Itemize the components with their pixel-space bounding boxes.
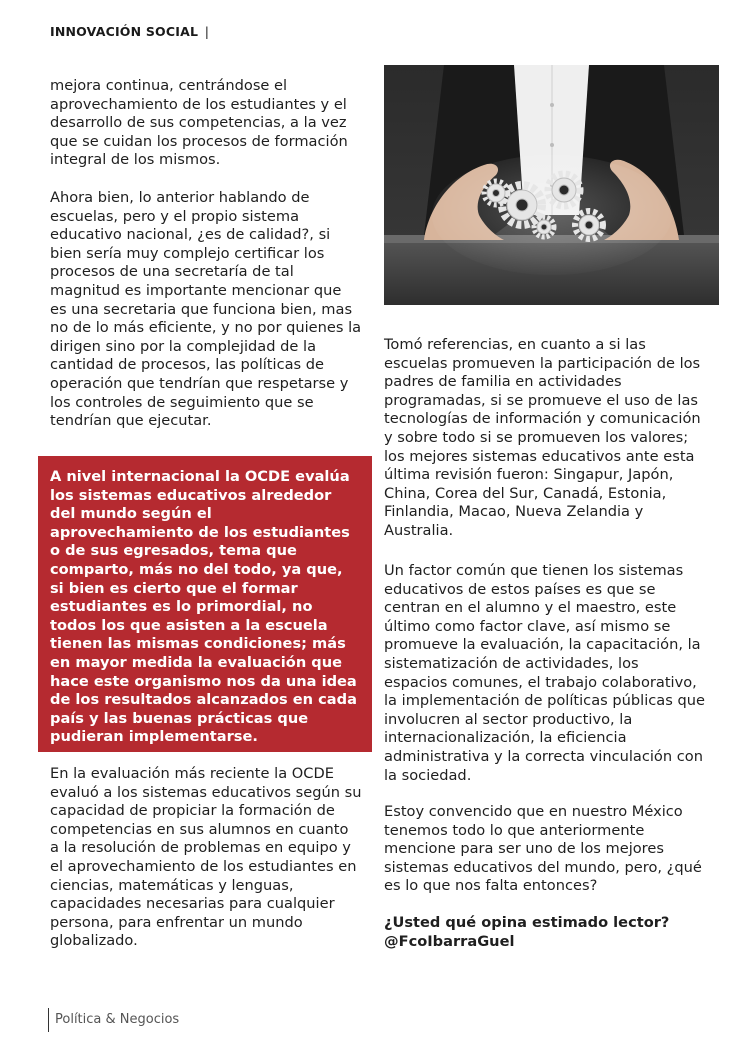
- section-title: INNOVACIÓN SOCIAL: [50, 24, 199, 39]
- footer-magazine-name: [48, 1008, 179, 1032]
- gears-photo: [384, 65, 719, 305]
- gears-illustration: [384, 65, 719, 305]
- left-paragraph-2: [50, 189, 362, 431]
- paragraph-text: Ahora bien, lo anterior hablando de escuelas, pero y el propio sistema educativo nacional, ¿es de calidad?, si bien sería muy complejo certificar los procesos de una secretaría de tal magnitud es importante mencionar que es una secretaria que funciona bien, mas no de lo más eficiente, y no por quienes la dirigen sino por la complejidad de la cantidad de procesos, las políticas de operación que tendrían que respetarse y los controles de seguimiento que se tendrían que ejecutar.: [50, 189, 362, 430]
- right-paragraph-1: [384, 336, 706, 541]
- paragraph-text: Estoy convencido que en nuestro México tenemos todo lo que anteriormente mencione para ser uno de los mejores sistemas educativos del mundo, pero, ¿qué es lo que nos falta entonces?: [384, 803, 702, 895]
- highlight-text: A nivel internacional la OCDE evalúa los sistemas educativos alrededor del mundo según el aprovechamiento de los estudiantes o de sus egresados, tema que comparto, más no del todo, ya que, si bien es cierto que el formar estudiantes es lo primordial, no todos los que asisten a la escuela tienen las mismas condiciones; más en mayor medida la evaluación que hace este organismo nos da una idea de los resultados alcanzados en cada país y las buenas prácticas que pudieran implementarse.: [50, 468, 357, 746]
- twitter-handle[interactable]: @FcoIbarraGuel: [384, 932, 515, 950]
- paragraph-text: Tomó referencias, en cuanto a si las escuelas promueven la participación de los padres de familia en actividades programadas, si se promueve el uso de las tecnologías de información y comunicación y sobre todo si se promueven los valores; los mejores sistemas educativos ante esta última revisión fueron: Singapur, Japón, China, Corea del Sur, Canadá, Estonia, Finlandia, Macao, Nueva Zelandia y Australia.: [384, 336, 701, 539]
- header-divider: |: [204, 24, 210, 39]
- reader-question: ¿Usted qué opina estimado lector?: [384, 914, 670, 931]
- paragraph-text: En la evaluación más reciente la OCDE evaluó a los sistemas educativos según su capacidad de propiciar la formación de competencias en sus alumnos en cuanto a la resolución de problemas en equipo y el aprovechamiento de los estudiantes en ciencias, matemáticas y lenguas, capacidades necesarias para cualquier persona, para enfrentar un mundo globalizado.: [50, 765, 362, 950]
- closing-question: [384, 914, 706, 951]
- highlight-box: [38, 456, 372, 752]
- left-paragraph-4: [50, 765, 362, 951]
- magazine-title: Política & Negocios: [55, 1012, 180, 1027]
- paragraph-text: mejora continua, centrándose el aprovechamiento de los estudiantes y el desarrollo de sus competencias, a la vez que se cuidan los procesos de formación integral de los mismos.: [50, 77, 348, 169]
- left-paragraph-1: [50, 77, 362, 170]
- paragraph-text: Un factor común que tienen los sistemas educativos de estos países es que se centran en el alumno y el maestro, este último como factor clave, así mismo se promueve la evaluación, la capacitación, la sistematización de actividades, los espacios comunes, el trabajo colaborativo, la implementación de políticas públicas que involucren al sector productivo, la internacionalización, la eficiencia administrativa y la correcta vinculación con la sociedad.: [384, 562, 705, 784]
- right-paragraph-3: [384, 803, 706, 896]
- section-header: [50, 24, 209, 39]
- right-paragraph-2: [384, 562, 706, 785]
